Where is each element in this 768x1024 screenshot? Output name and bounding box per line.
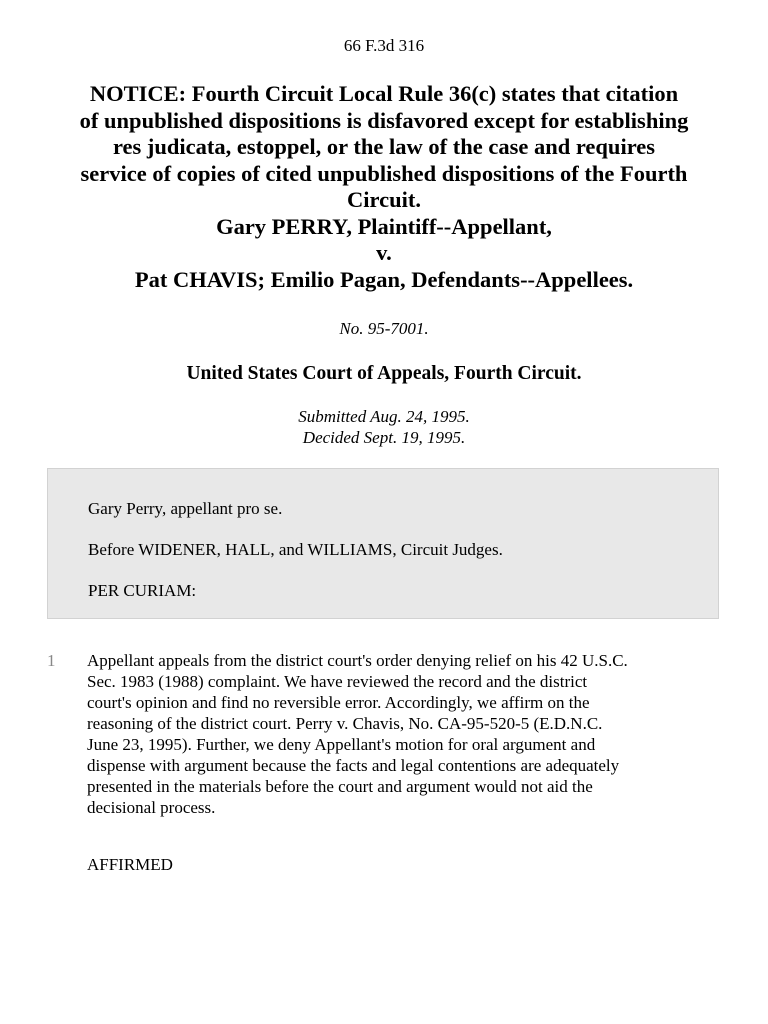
- paragraph-number: 1: [47, 651, 56, 670]
- decided-date: Decided Sept. 19, 1995.: [302, 428, 466, 447]
- opinion-line: court's opinion and find no reversible error. Accordingly, we affirm on the: [87, 693, 590, 712]
- case-dates: [0, 406, 768, 448]
- counsel-panel: [47, 468, 719, 619]
- reporter-citation: 66 F.3d 316: [343, 36, 425, 55]
- court-name: United States Court of Appeals, Fourth Circuit.: [186, 363, 582, 384]
- disposition: AFFIRMED: [87, 855, 173, 874]
- defendant-parties: Pat CHAVIS; Emilio Pagan, Defendants--Appellees.: [134, 266, 634, 292]
- opinion-line: presented in the materials before the court and argument would not aid the: [87, 777, 593, 796]
- case-caption: [30, 81, 738, 293]
- docket-number: No. 95-7001.: [339, 319, 429, 338]
- plaintiff-party: Gary PERRY, Plaintiff--Appellant,: [216, 213, 552, 239]
- opinion-line: decisional process.: [87, 798, 216, 817]
- notice-line: of unpublished dispositions is disfavored except for establishing: [79, 107, 689, 133]
- per-curiam-label: PER CURIAM:: [88, 581, 197, 600]
- opinion-line: reasoning of the district court. Perry v. Chavis, No. CA-95-520-5 (E.D.N.C.: [87, 714, 603, 733]
- opinion-paragraph: [87, 650, 727, 818]
- opinion-line: dispense with argument because the facts and legal contentions are adequately: [87, 756, 620, 775]
- notice-line: Circuit.: [347, 187, 421, 212]
- notice-line: NOTICE: Fourth Circuit Local Rule 36(c) states that citation: [89, 81, 679, 106]
- counsel-line: Gary Perry, appellant pro se.: [88, 499, 283, 518]
- notice-line: res judicata, estoppel, or the law of the case and requires: [112, 134, 656, 159]
- submitted-date: Submitted Aug. 24, 1995.: [298, 407, 470, 426]
- opinion-line: June 23, 1995). Further, we deny Appellant's motion for oral argument and: [87, 735, 596, 754]
- opinion-line: Appellant appeals from the district court's order denying relief on his 42 U.S.C.: [87, 651, 628, 670]
- judges-line: Before WIDENER, HALL, and WILLIAMS, Circuit Judges.: [88, 540, 503, 559]
- versus: v.: [376, 240, 392, 265]
- opinion-line: Sec. 1983 (1988) complaint. We have reviewed the record and the district: [87, 672, 588, 691]
- notice-line: service of copies of cited unpublished dispositions of the Fourth: [80, 160, 688, 186]
